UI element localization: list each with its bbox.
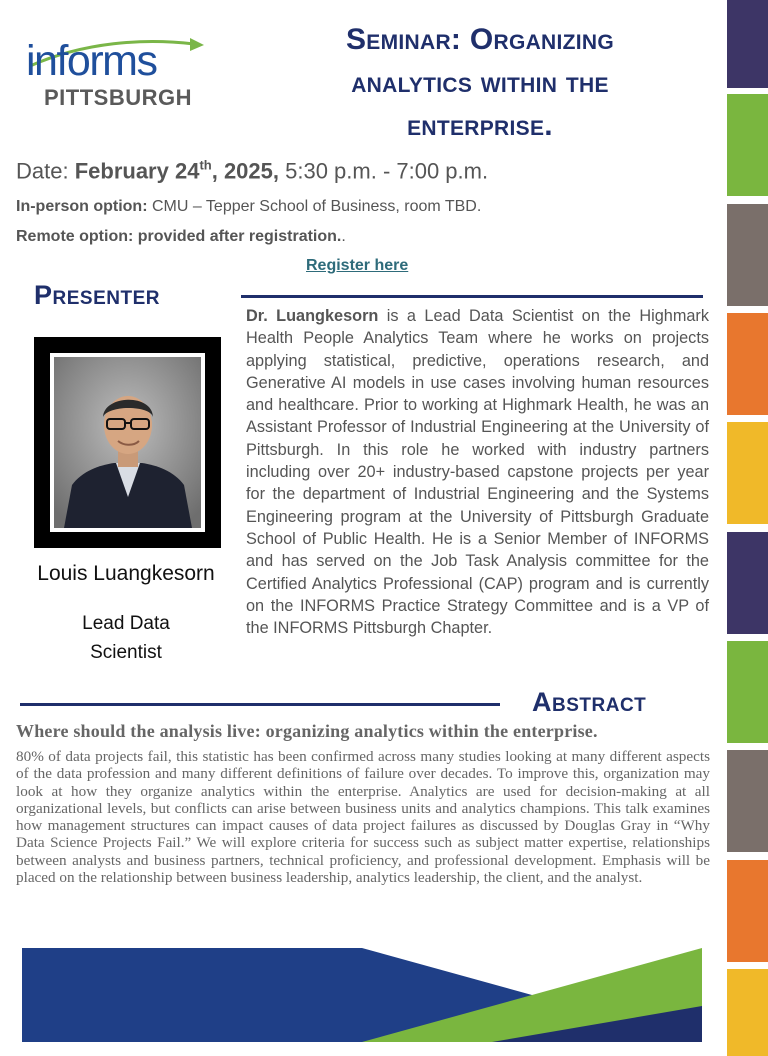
date-main: February 24 (74, 158, 200, 184)
title-line-2: analytics within the (351, 66, 609, 99)
decorative-color-stripes (727, 0, 768, 1056)
abstract-body: 80% of data projects fail, this statistic has been confirmed across many studies looking at many different aspects of the data profession and many different definitions of failure over decades. To improve this, organization may look at how they organize analytics within the enterprise. Analytics are used for decision-making at all organizational levels, but conflicts can arise between business units and analytics champions. This talk examines how management structures can impact causes of data project failures as discussed by Douglas Gray in “Why Data Science Projects Fail.” We will explore criteria for success such as subject matter expertise, relationships between analysts and business partners, technical proficiency, and professional development. Emphasis will be placed on the relationship between business leadership, analytics leadership, the client, and the analyst. (16, 748, 710, 887)
abstract-heading: Abstract (532, 687, 647, 717)
presenter-heading: Presenter (34, 280, 160, 310)
stripe-yellow-1 (727, 422, 768, 524)
bio-text: is a Lead Data Scientist on the Highmark Health People Analytics Team where he works on projects applying statistical, predictive, operations research, and Generative AI models in use cases involving human resources and healthcare. Prior to working at Highmark Health, he was an Assistant Professor of Industrial Engineering at the University of Pittsburgh. In this role he worked with industry partners including over 20+ industry-based capstone projects per year for the department of Industrial Engineering and the Systems Engineering program at the University of Pittsburgh Graduate School of Public Health. He is a Senior Member of INFORMS and has served on the Job Task Analysis committee for the Certified Analytics Professional (CAP) program and is currently on the INFORMS Practice Strategy Committee and is a VP of the INFORMS Pittsburgh Chapter. (246, 307, 709, 638)
presenter-photo (54, 357, 201, 528)
inperson-label: In-person option: (16, 198, 148, 215)
abstract-title: Where should the analysis live: organizing analytics within the enterprise. (16, 721, 598, 741)
informs-pittsburgh-logo (24, 36, 208, 112)
event-time: 5:30 p.m. - 7:00 p.m. (279, 158, 489, 184)
stripe-yellow-2 (727, 969, 768, 1056)
remote-option (16, 228, 346, 246)
title-line-1: Seminar: Organizing (345, 23, 615, 56)
stripe-orange-2 (727, 860, 768, 962)
stripe-gray-2 (727, 750, 768, 852)
presenter-name: Louis Luangkesorn (37, 562, 215, 585)
presenter-divider (241, 295, 703, 298)
logo-wordmark: informs (26, 37, 157, 85)
photo-mat (50, 353, 205, 532)
stripe-green-2 (727, 641, 768, 743)
register-link[interactable]: Register here (306, 257, 409, 274)
stripe-green-1 (727, 94, 768, 196)
date-sup: th (199, 158, 212, 173)
remote-tail: . (341, 228, 346, 245)
presenter-photo-frame (34, 337, 221, 548)
abstract-divider (20, 703, 500, 706)
stripe-purple-2 (727, 532, 768, 634)
stripe-orange-1 (727, 313, 768, 415)
page-title (230, 18, 730, 147)
inperson-option (16, 198, 481, 216)
date-year: , 2025, (211, 158, 279, 184)
presenter-bio (246, 305, 709, 639)
logo-city: PITTSBURGH (44, 85, 192, 110)
stripe-gray-1 (727, 204, 768, 306)
footer-decorative-graphic (22, 946, 702, 1042)
remote-label: Remote option: provided after registration. (16, 228, 342, 245)
title-line-3: enterprise. (407, 109, 553, 142)
date-prefix: Date: (16, 158, 75, 184)
bio-name: Dr. Luangkesorn (246, 307, 379, 325)
inperson-value: CMU – Tepper School of Business, room TBD. (147, 198, 482, 215)
presenter-role: Lead Data Scientist (82, 613, 170, 663)
stripe-purple-1 (727, 0, 768, 88)
event-date (16, 158, 488, 184)
